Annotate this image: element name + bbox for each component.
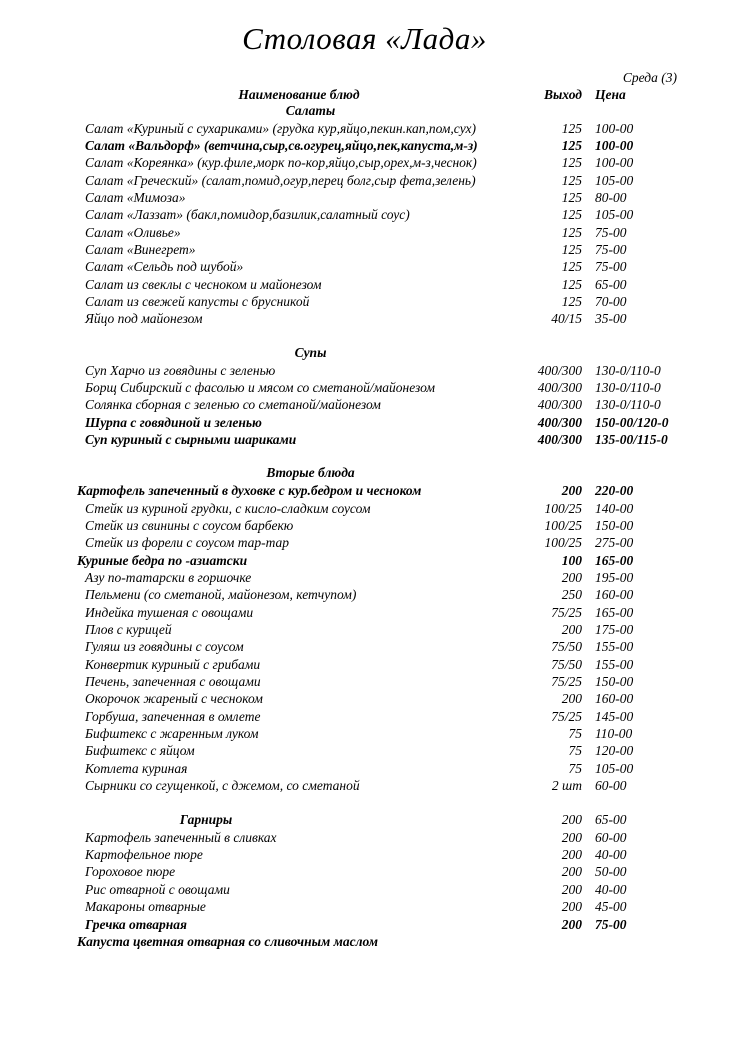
menu-item-row [0, 258, 729, 275]
dish-price: 75-00 [595, 916, 627, 932]
section-spacer [0, 448, 729, 465]
menu-item-row [0, 120, 729, 137]
section-heading-row [0, 811, 729, 828]
dish-price: 100-00 [595, 155, 634, 171]
dish-price: 75-00 [595, 259, 627, 275]
dish-output: 200 [561, 881, 582, 897]
section-heading: Супы [294, 344, 327, 360]
table-header [0, 70, 729, 103]
dish-price: 40-00 [595, 881, 627, 897]
dish-name: Котлета куриная [85, 760, 188, 776]
dish-name: Стейк из свинины с соусом барбекю [85, 517, 294, 533]
dish-name: Салат «Сельдь под шубой» [85, 259, 244, 275]
menu-item-row [0, 916, 729, 933]
dish-output: 125 [561, 259, 582, 275]
dish-output: 125 [561, 207, 582, 223]
dish-output: 75/25 [551, 674, 582, 690]
menu-item-row [0, 241, 729, 258]
menu-sections [0, 103, 729, 950]
menu-item-row [0, 293, 729, 310]
menu-item-row [0, 638, 729, 655]
menu-item-row [0, 534, 729, 551]
menu-item-row [0, 673, 729, 690]
menu-item-row [0, 552, 729, 569]
dish-output: 75/50 [551, 639, 582, 655]
menu-item-row [0, 414, 729, 431]
menu-item-row [0, 881, 729, 898]
dish-name: Картофель запеченный в сливках [85, 829, 277, 845]
dish-name: Бифштекс с жаренным луком [85, 726, 259, 742]
dish-name: Стейк из куриной грудки, с кисло-сладким соусом [85, 500, 371, 516]
dish-price: 45-00 [595, 899, 627, 915]
dish-price: 75-00 [595, 224, 627, 240]
dish-price: 155-00 [595, 639, 634, 655]
dish-name: Салат «Мимоза» [85, 190, 186, 206]
menu-section-гарниры [0, 794, 729, 950]
dish-price: 160-00 [595, 691, 634, 707]
dish-price: 35-00 [595, 311, 627, 327]
dish-price: 110-00 [595, 726, 633, 742]
dish-price: 40-00 [595, 847, 627, 863]
dish-name: Гуляш из говядины с соусом [85, 639, 244, 655]
menu-section-супы [0, 328, 729, 449]
dish-price: 50-00 [595, 864, 627, 880]
dish-price: 275-00 [595, 535, 634, 551]
menu-item-row [0, 690, 729, 707]
dish-price: 105-00 [595, 172, 634, 188]
dish-price: 150-00/120-0 [595, 414, 669, 430]
dish-output: 200 [561, 847, 582, 863]
dish-name: Яйцо под майонезом [85, 311, 203, 327]
dish-price: 65-00 [595, 812, 627, 828]
dish-output: 100/25 [544, 517, 582, 533]
dish-price: 70-00 [595, 294, 627, 310]
dish-output: 75 [568, 743, 582, 759]
column-header-output: Выход [543, 86, 582, 102]
menu-section-салаты [0, 103, 729, 328]
menu-item-row [0, 310, 729, 327]
dish-name: Салат «Кореянка» (кур.филе,морк по-кор,яйцо,сыр,орех,м-з,чеснок) [85, 155, 477, 171]
dish-output: 200 [561, 569, 582, 585]
dish-output: 125 [561, 155, 582, 171]
dish-name: Печень, запеченная с овощами [85, 674, 261, 690]
dish-name: Плов с курицей [85, 622, 172, 638]
dish-price: 80-00 [595, 190, 627, 206]
dish-price: 165-00 [595, 604, 634, 620]
menu-item-row [0, 379, 729, 396]
dish-name: Борщ Сибирский с фасолью и мясом со сметаной/майонезом [85, 380, 435, 396]
dish-output: 200 [561, 864, 582, 880]
dish-output: 100/25 [544, 535, 582, 551]
column-headers [0, 87, 705, 103]
menu-item-row [0, 189, 729, 206]
menu-item-row [0, 276, 729, 293]
menu-item-row [0, 569, 729, 586]
dish-price: 75-00 [595, 242, 627, 258]
dish-price: 150-00 [595, 517, 634, 533]
menu-item-row [0, 656, 729, 673]
dish-price: 60-00 [595, 829, 627, 845]
menu-item-row [0, 482, 729, 499]
dish-output: 2 шт [551, 778, 582, 794]
dish-name: Сырники со сгущенкой, с джемом, со сметаной [85, 778, 360, 794]
menu-item-row [0, 517, 729, 534]
menu-item-row [0, 396, 729, 413]
dish-output: 200 [561, 483, 582, 499]
menu-item-row [0, 777, 729, 794]
dish-output: 75 [568, 726, 582, 742]
dish-name: Бифштекс с яйцом [85, 743, 195, 759]
dish-output: 250 [561, 587, 582, 603]
menu-item-row [0, 933, 729, 950]
dish-name: Шурпа с говядиной и зеленью [85, 414, 262, 430]
dish-price: 165-00 [595, 552, 634, 568]
dish-name: Картофельное пюре [85, 847, 203, 863]
dish-output: 200 [561, 916, 582, 932]
dish-name: Суп Харчо из говядины с зеленью [85, 362, 276, 378]
menu-item-row [0, 500, 729, 517]
dish-name: Рис отварной с овощами [85, 881, 230, 897]
menu-item-row [0, 846, 729, 863]
menu-item-row [0, 172, 729, 189]
page-title: Столовая «Лада» [242, 21, 487, 56]
menu-item-row [0, 708, 729, 725]
dish-name: Салат из свеклы с чесноком и майонезом [85, 276, 322, 292]
dish-output: 200 [561, 812, 582, 828]
dish-name: Индейка тушеная с овощами [85, 604, 254, 620]
dish-name: Азу по-татарски в горшочке [85, 569, 252, 585]
dish-name: Гречка отварная [85, 916, 187, 932]
dish-name: Суп куриный с сырными шариками [85, 432, 297, 448]
dish-output: 125 [561, 224, 582, 240]
section-spacer [0, 794, 729, 811]
column-header-price: Цена [595, 86, 626, 102]
dish-price: 140-00 [595, 500, 634, 516]
dish-output: 400/300 [537, 432, 582, 448]
dish-output: 100/25 [544, 500, 582, 516]
dish-price: 100-00 [595, 120, 634, 136]
dish-price: 120-00 [595, 743, 634, 759]
menu-item-row [0, 586, 729, 603]
menu-item-row [0, 829, 729, 846]
dish-output: 100 [561, 552, 582, 568]
section-heading: Вторые блюда [266, 465, 355, 481]
dish-price: 130-0/110-0 [595, 380, 661, 396]
section-heading: Гарниры [179, 812, 233, 828]
column-header-name: Наименование блюд [238, 86, 360, 102]
dish-name: Салат «Лаззат» (бакл,помидор,базилик,салатный соус) [85, 207, 410, 223]
dish-name: Салат «Винегрет» [85, 242, 196, 258]
dish-name: Стейк из форели с соусом тар-тар [85, 535, 290, 551]
dish-name: Салат «Греческий» (салат,помид,огур,перец болг,сыр фета,зелень) [85, 172, 476, 188]
weekday-label: Среда (3) [622, 70, 677, 86]
dish-output: 400/300 [537, 380, 582, 396]
dish-price: 130-0/110-0 [595, 397, 661, 413]
dish-output: 125 [561, 120, 582, 136]
dish-output: 75/25 [551, 708, 582, 724]
dish-output: 125 [561, 276, 582, 292]
dish-output: 125 [561, 294, 582, 310]
dish-price: 130-0/110-0 [595, 362, 661, 378]
menu-item-row [0, 206, 729, 223]
dish-price: 155-00 [595, 656, 634, 672]
menu-item-row [0, 224, 729, 241]
menu-item-row [0, 621, 729, 638]
dish-name: Салат «Куриный с сухариками» (грудка кур,яйцо,пекин.кап,пом,сух) [85, 120, 476, 136]
menu-item-row [0, 604, 729, 621]
dish-output: 75/25 [551, 604, 582, 620]
dish-name: Капуста цветная отварная со сливочным маслом [77, 933, 378, 949]
dish-price: 160-00 [595, 587, 634, 603]
dish-price: 105-00 [595, 207, 634, 223]
dish-price: 60-00 [595, 778, 627, 794]
menu-item-row [0, 154, 729, 171]
menu-item-row [0, 742, 729, 759]
dish-price: 135-00/115-0 [595, 432, 668, 448]
dish-name: Салат «Оливье» [85, 224, 181, 240]
dish-name: Солянка сборная с зеленью со сметаной/майонезом [85, 397, 381, 413]
menu-item-row [0, 760, 729, 777]
section-heading: Салаты [285, 102, 336, 118]
menu-item-row [0, 362, 729, 379]
menu-section-вторые-блюда [0, 448, 729, 794]
dish-price: 145-00 [595, 708, 634, 724]
dish-name: Картофель запеченный в духовке с кур.бедром и чесноком [77, 483, 422, 499]
dish-price: 175-00 [595, 622, 634, 638]
dish-name: Макароны отварные [85, 899, 206, 915]
dish-output: 400/300 [537, 414, 582, 430]
dish-name: Горбуша, запеченная в омлете [85, 708, 261, 724]
dish-output: 400/300 [537, 397, 582, 413]
menu-item-row [0, 898, 729, 915]
dish-name: Окорочок жареный с чесноком [85, 691, 263, 707]
dish-output: 200 [561, 622, 582, 638]
menu-item-row [0, 725, 729, 742]
menu-item-row [0, 431, 729, 448]
dish-output: 200 [561, 829, 582, 845]
dish-output: 400/300 [537, 362, 582, 378]
dish-name: Пельмени (со сметаной, майонезом, кетчупом) [85, 587, 357, 603]
menu-page [0, 22, 729, 1046]
dish-output: 125 [561, 172, 582, 188]
dish-output: 75/50 [551, 656, 582, 672]
menu-item-row [0, 137, 729, 154]
dish-output: 125 [561, 190, 582, 206]
dish-price: 150-00 [595, 674, 634, 690]
dish-price: 65-00 [595, 276, 627, 292]
dish-output: 125 [561, 138, 582, 154]
section-spacer [0, 328, 729, 345]
dish-name: Салат «Вальдорф» (ветчина,сыр,св.огурец,яйцо,пек,капуста,м-з) [85, 138, 478, 154]
dish-name: Салат из свежей капусты с брусникой [85, 294, 310, 310]
dish-output: 200 [561, 691, 582, 707]
dish-output: 200 [561, 899, 582, 915]
dish-price: 105-00 [595, 760, 634, 776]
menu-item-row [0, 863, 729, 880]
dish-output: 40/15 [551, 311, 582, 327]
dish-name: Гороховое пюре [85, 864, 176, 880]
dish-output: 75 [568, 760, 582, 776]
dish-name: Куриные бедра по -азиатски [77, 552, 248, 568]
dish-price: 100-00 [595, 138, 634, 154]
dish-price: 195-00 [595, 569, 634, 585]
dish-output: 125 [561, 242, 582, 258]
dish-price: 220-00 [595, 483, 634, 499]
dish-name: Конвертик куриный с грибами [85, 656, 261, 672]
